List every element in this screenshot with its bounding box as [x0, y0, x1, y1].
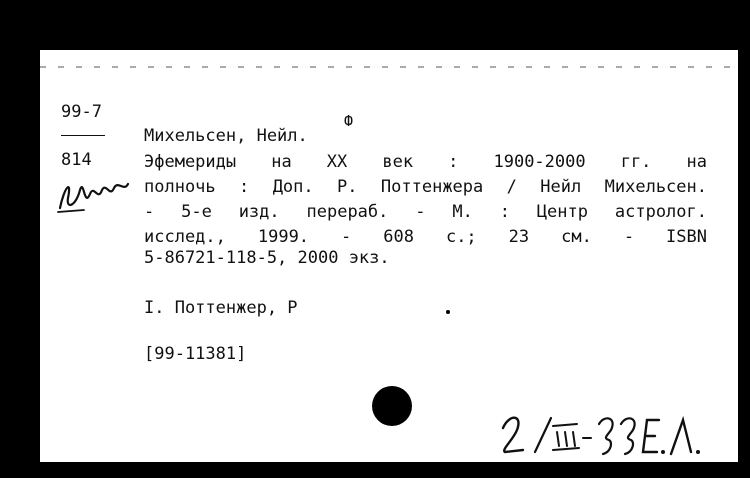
description-line-5: 5-86721-118-5, 2000 экз.: [144, 248, 390, 268]
catalog-card: [40, 50, 738, 462]
description-line-2: полночь : Доп. Р. Поттенжера / Нейл Михельсен.: [144, 177, 707, 197]
fund-mark-stamp: Ф: [344, 112, 354, 130]
handwritten-date-signature: [495, 400, 710, 460]
card-top-edge-marks: [40, 66, 738, 68]
description-line-1: Эфемериды на XX век : 1900-2000 гг. на: [144, 152, 707, 172]
description-line-3: - 5-е изд. перераб. - М. : Центр астролог.: [144, 202, 707, 222]
author-heading: Михельсен, Нейл.: [144, 126, 308, 146]
call-number-top: 99-7: [61, 102, 102, 122]
description-line-4: исслед., 1999. - 608 с.; 23 см. - ISBN: [144, 227, 707, 247]
handwritten-duplicate-mark: [54, 168, 134, 218]
call-number-divider: [61, 135, 105, 136]
punch-hole: [372, 386, 412, 426]
ink-speck: [446, 310, 450, 314]
control-number: [99-11381]: [144, 344, 247, 364]
added-entry: I. Поттенжер, Р: [144, 298, 298, 318]
call-number-bottom: 814: [61, 150, 92, 170]
